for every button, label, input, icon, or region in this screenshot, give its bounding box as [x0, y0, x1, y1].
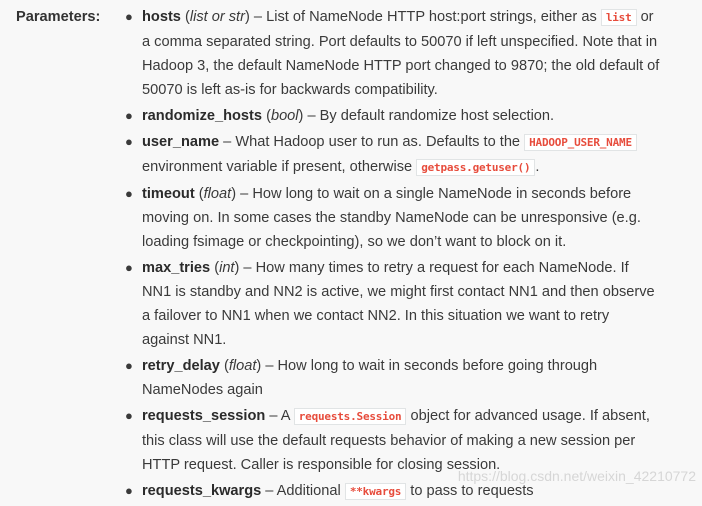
- bullet-icon: ●: [125, 408, 133, 423]
- field-label: Parameters:: [16, 9, 101, 25]
- bullet-icon: ●: [125, 9, 133, 24]
- param-separator: –: [303, 108, 320, 124]
- param-description: .: [535, 159, 540, 175]
- param-separator: –: [249, 9, 267, 25]
- param-item-requests-kwargs: [124, 479, 660, 504]
- code-literal: HADOOP_USER_NAME: [524, 134, 637, 151]
- param-item-requests-session: [124, 404, 660, 477]
- bullet-icon: ●: [125, 483, 133, 498]
- code-literal: getpass.getuser(): [416, 159, 535, 176]
- param-type: float: [203, 186, 232, 202]
- param-item-retry-delay: ● retry_delay (float) – How long to wait in seconds before going through NameNodes again: [124, 354, 660, 402]
- param-item-user-name: [124, 130, 660, 180]
- param-separator: –: [261, 358, 278, 374]
- code-literal: **kwargs: [345, 483, 406, 500]
- code-literal: list: [601, 9, 637, 26]
- param-separator: –: [219, 134, 236, 150]
- bullet-icon: ●: [125, 108, 133, 123]
- param-name: hosts: [142, 9, 181, 25]
- param-separator: –: [236, 186, 253, 202]
- bullet-icon: ●: [125, 134, 133, 149]
- param-name: user_name: [142, 134, 220, 150]
- param-name: max_tries: [142, 260, 211, 276]
- param-description: to pass to requests: [406, 483, 534, 499]
- param-description: What Hadoop user to run as. Defaults to the: [235, 134, 525, 150]
- bullet-icon: ●: [125, 260, 133, 275]
- param-description: By default randomize host selection.: [319, 108, 555, 124]
- param-description: How long to wait on a single NameNode in seconds before moving on. In some cases the standby NameNode can be unresponsive (e.g. loading fsimage or checkpointing), so we don’t want to block on it.: [142, 186, 641, 250]
- param-name: timeout: [142, 186, 195, 202]
- param-name: requests_kwargs: [142, 483, 262, 499]
- watermark: https://blog.csdn.net/weixin_42210772: [457, 468, 696, 484]
- code-literal: requests.Session: [294, 408, 407, 425]
- param-type: float: [228, 358, 257, 374]
- param-description: How many times to retry a request for each NameNode. If NN1 is standby and NN2 is active, we might first contact NN1 and then observe a failover to NN1 when we contact NN2. In this situation we want to retry against NN1.: [142, 260, 655, 348]
- param-separator: –: [265, 408, 281, 424]
- param-description: Additional: [276, 483, 345, 499]
- param-description: environment variable if present, otherwise: [142, 159, 417, 175]
- param-separator: –: [239, 260, 256, 276]
- param-description: object for advanced usage. If absent, this class will use the default requests behavior of making a new session per HTTP request. Caller is responsible for closing session.: [142, 408, 650, 473]
- bullet-icon: ●: [125, 358, 133, 373]
- param-description: A: [280, 408, 294, 424]
- param-separator: –: [261, 483, 277, 499]
- param-description: How long to wait in seconds before going through NameNodes again: [142, 358, 598, 398]
- param-type: list or str: [189, 9, 245, 25]
- bullet-icon: ●: [125, 186, 133, 201]
- param-item-max-tries: ● max_tries (int) – How many times to retry a request for each NameNode. If NN1 is standby and NN2 is active, we might first contact NN1 and then observe a failover to NN1 when we contact NN2. In this situation we want to retry against NN1.: [124, 256, 660, 352]
- param-item-randomize-hosts: ● randomize_hosts (bool) – By default randomize host selection.: [124, 104, 660, 128]
- param-type: int: [219, 260, 235, 276]
- param-description: List of NameNode HTTP host:port strings, either as: [266, 9, 601, 25]
- param-name: requests_session: [142, 408, 266, 424]
- parameter-list: [124, 5, 660, 506]
- param-name: retry_delay: [142, 358, 220, 374]
- param-item-hosts: ● hosts (list or str) – List of NameNode HTTP host:port strings, either as list or a comma separated string. Port defaults to 50070 if left unspecified. Note that in Hadoop 3, the default NameNode HTTP port changed to 9870; the old default of 50070 is left as-is for backwards compatibility.: [124, 5, 660, 102]
- param-name: randomize_hosts: [142, 108, 263, 124]
- param-type: bool: [270, 108, 299, 124]
- param-item-timeout: ● timeout (float) – How long to wait on a single NameNode in seconds before moving on. In some cases the standby NameNode can be unresponsive (e.g. loading fsimage or checkpointing), so we don’t want to block on it.: [124, 182, 660, 254]
- param-description: or a comma separated string. Port defaults to 50070 if left unspecified. Note that in Hadoop 3, the default NameNode HTTP port changed to 9870; the old default of 50070 is left as-is for backwards compatibility.: [142, 9, 660, 98]
